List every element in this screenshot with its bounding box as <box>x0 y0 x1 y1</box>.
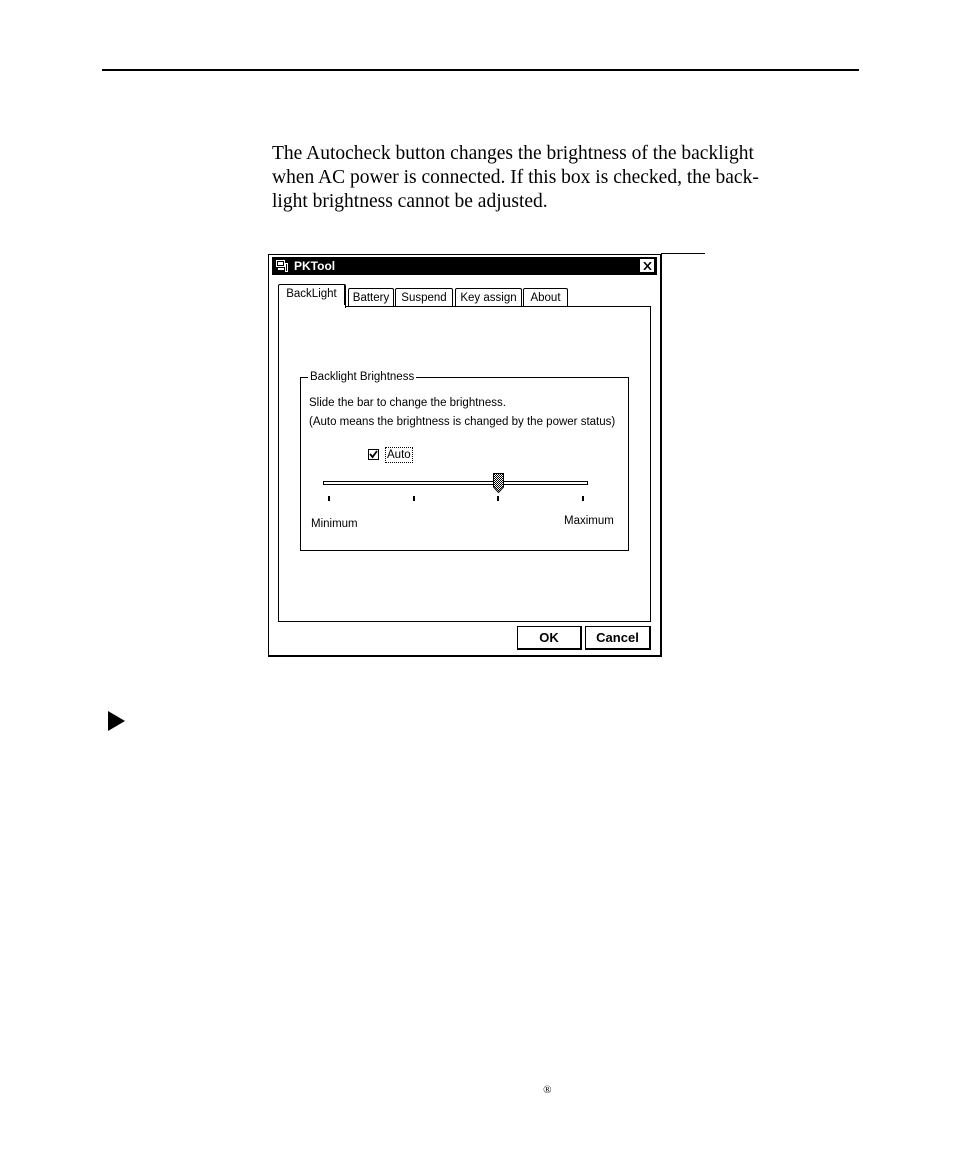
paragraph-line: light brightness cannot be adjusted. <box>272 191 548 212</box>
tab-suspend[interactable] <box>395 288 453 307</box>
auto-checkbox-label[interactable]: Auto <box>387 449 411 461</box>
active-tab-join <box>279 305 345 308</box>
backlight-brightness-group <box>300 371 629 551</box>
group-title: Backlight Brightness <box>310 371 415 383</box>
callout-line <box>661 253 705 254</box>
brightness-slider-thumb[interactable] <box>493 473 504 493</box>
registered-mark: ® <box>543 1084 552 1096</box>
backlight-tab-panel <box>278 306 651 622</box>
auto-checkbox[interactable] <box>368 449 379 460</box>
app-icon <box>275 259 289 273</box>
check-mark-icon <box>369 450 378 459</box>
tab-key-assign[interactable] <box>455 288 522 307</box>
slider-tick <box>413 496 415 501</box>
tab-label: Battery <box>352 292 390 304</box>
cancel-button[interactable]: Cancel <box>585 626 651 650</box>
slider-tick <box>328 496 330 501</box>
dialog-title: PKTool <box>294 259 336 273</box>
tab-about[interactable] <box>523 288 568 307</box>
tab-label: About <box>530 292 561 304</box>
ok-button[interactable]: OK <box>517 626 582 650</box>
instruction-text: Slide the bar to change the brightness. <box>309 397 506 409</box>
pktool-dialog <box>268 254 662 657</box>
paragraph-line: The Autocheck button changes the brightness of the backlight <box>272 143 754 164</box>
maximum-label: Maximum <box>564 515 614 527</box>
body-paragraph <box>272 142 877 214</box>
tab-label: BackLight <box>286 288 337 300</box>
tab-battery[interactable] <box>348 288 394 307</box>
slider-tick <box>497 496 499 501</box>
top-rule <box>102 69 859 71</box>
slider-tick <box>582 496 584 501</box>
tab-label: Key assign <box>460 292 517 304</box>
minimum-label: Minimum <box>311 518 358 530</box>
tab-label: Suspend <box>401 292 447 304</box>
auto-explanation-text: (Auto means the brightness is changed by the power status) <box>309 416 616 428</box>
brightness-slider-track[interactable] <box>323 481 588 485</box>
title-bar[interactable] <box>272 257 657 275</box>
paragraph-line: when AC power is connected. If this box is checked, the back- <box>272 167 759 188</box>
bullet-arrow-icon <box>108 711 125 731</box>
close-icon[interactable] <box>640 259 654 272</box>
